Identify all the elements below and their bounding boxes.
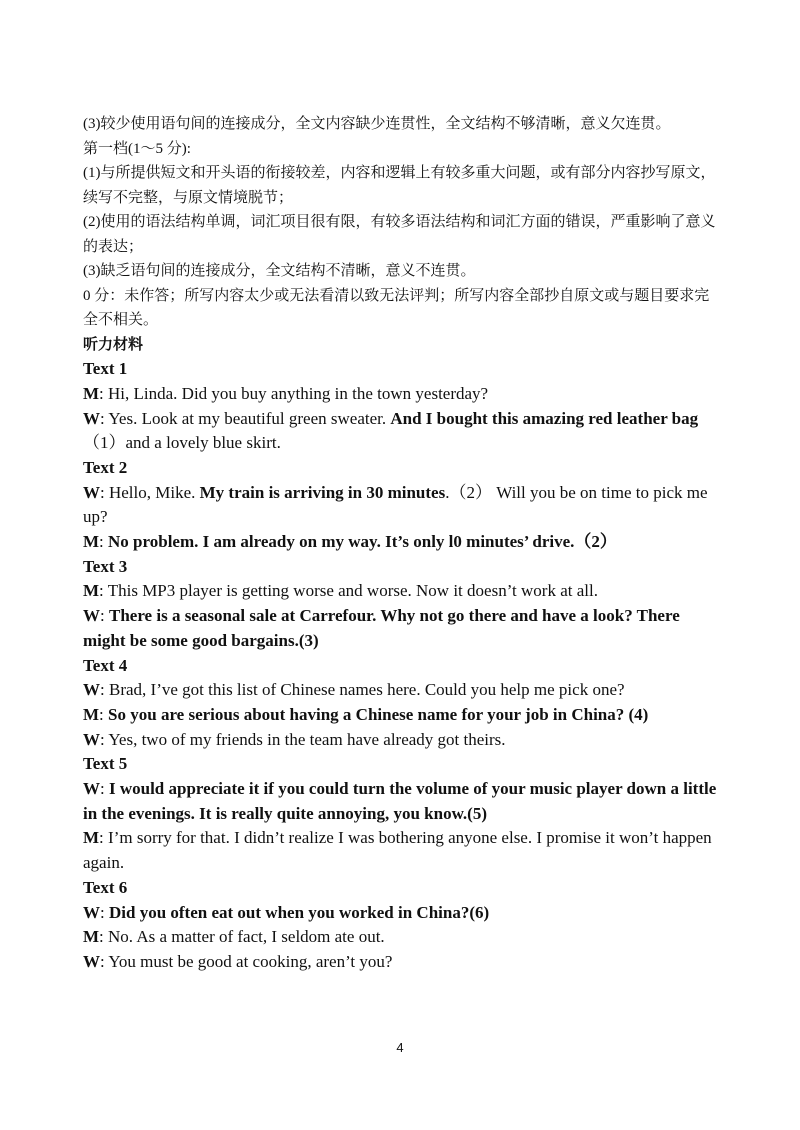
- text-heading: Text 5: [83, 754, 128, 774]
- speaker-label: M: [83, 927, 100, 947]
- speaker-label: W: [83, 902, 100, 922]
- dialogue-text: Did you often eat out when you worked in China?(6): [108, 902, 490, 922]
- scoring-item: (2)使用的语法结构单调，词汇项目很有限，有较多语法结构和词汇方面的错误，严重影响了意义的表达；: [83, 214, 716, 255]
- dialogue-text: Yes. Look at my beautiful green sweater.: [108, 408, 391, 428]
- dialogue-line: W: You must be good at cooking, aren’t you?: [83, 951, 393, 971]
- speaker-label: M: [83, 704, 100, 724]
- dialogue-text: Brad, I’ve got this list of Chinese names here. Could you help me pick one?: [108, 680, 625, 700]
- dialogue-text: （1）and a lovely blue skirt.: [83, 433, 281, 453]
- dialogue-line: W: Brad, I’ve got this list of Chinese names here. Could you help me pick one?: [83, 680, 625, 700]
- dialogue-line: W: Yes, two of my friends in the team have already got theirs.: [83, 729, 506, 749]
- speaker-label: M: [83, 581, 100, 601]
- text-heading: Text 6: [83, 877, 128, 897]
- dialogue-text: Hello, Mike.: [108, 482, 200, 502]
- grade-title: 第一档(1～5 分):: [83, 140, 191, 157]
- speaker-label: M: [83, 532, 100, 552]
- speaker-label: W: [83, 951, 100, 971]
- dialogue-text: My train is arriving in 30 minutes: [199, 482, 446, 502]
- scoring-item: (3)缺乏语句间的连接成分，全文结构不清晰，意义不连贯。: [83, 263, 476, 279]
- speaker-label: M: [83, 383, 100, 403]
- dialogue-text: Hi, Linda. Did you buy anything in the town yesterday?: [108, 383, 489, 403]
- dialogue-text: I’m sorry for that. I didn’t realize I was bothering anyone else. I promise it won’t happen again.: [83, 828, 712, 873]
- scoring-item: (1)与所提供短文和开头语的衔接较差，内容和逻辑上有较多重大问题，或有部分内容抄写原文，续写不完整，与原文情境脱节；: [83, 165, 716, 206]
- dialogue-text: So you are serious about having a Chinese name for your job in China? (4): [108, 704, 649, 724]
- dialogue-line: M: So you are serious about having a Chinese name for your job in China? (4): [83, 704, 649, 724]
- dialogue-line: M: This MP3 player is getting worse and worse. Now it doesn’t work at all.: [83, 581, 598, 601]
- speaker-label: W: [83, 779, 100, 799]
- dialogue-line: M: Hi, Linda. Did you buy anything in the town yesterday?: [83, 383, 489, 403]
- dialogue-line: W: I would appreciate it if you could turn the volume of your music player down a little in the evenings. It is really quite annoying, you know.(5): [83, 779, 717, 823]
- dialogue-line: W: Hello, Mike. My train is arriving in 30 minutes.（2） Will you be on time to pick me up?: [83, 482, 708, 527]
- dialogue-line: W: Did you often eat out when you worked in China?(6): [83, 902, 490, 922]
- speaker-label: W: [83, 729, 100, 749]
- text-heading: Text 4: [83, 655, 128, 675]
- page-number: 4: [396, 1040, 404, 1055]
- dialogue-text: This MP3 player is getting worse and worse. Now it doesn’t work at all.: [107, 581, 598, 601]
- zero-score-rule: 0 分：未作答；所写内容太少或无法看清以致无法评判；所写内容全部抄自原文或与题目要求完全不相关。: [83, 287, 710, 328]
- dialogue-text: No. As a matter of fact, I seldom ate out.: [108, 927, 385, 947]
- text-heading: Text 2: [83, 457, 128, 477]
- dialogue-text: You must be good at cooking, aren’t you?: [108, 951, 393, 971]
- speaker-label: W: [83, 606, 100, 626]
- dialogue-text: No problem. I am already on my way. It’s only l0 minutes’ drive.（2）: [108, 532, 617, 552]
- dialogue-line: M: No. As a matter of fact, I seldom ate out.: [83, 927, 385, 947]
- document-page: [83, 112, 723, 975]
- speaker-label: M: [83, 828, 100, 848]
- text-heading: Text 3: [83, 556, 128, 576]
- speaker-label: W: [83, 680, 100, 700]
- scoring-item: (3)较少使用语句间的连接成分，全文内容缺少连贯性，全文结构不够清晰，意义欠连贯。: [83, 116, 671, 132]
- dialogue-text: There is a seasonal sale at Carrefour. Why not go there and have a look? There might be some good bargains.(3): [83, 606, 680, 650]
- dialogue-line: M: I’m sorry for that. I didn’t realize I was bothering anyone else. I promise it won’t happen again.: [83, 828, 712, 873]
- dialogue-text: And I bought this amazing red leather bag: [390, 408, 699, 428]
- text-heading: Text 1: [83, 359, 128, 379]
- dialogue-line: W: Yes. Look at my beautiful green sweater. And I bought this amazing red leather bag（1）and a lovely blue skirt.: [83, 408, 699, 453]
- speaker-label: W: [83, 482, 100, 502]
- transcript: [83, 357, 723, 975]
- dialogue-line: W: There is a seasonal sale at Carrefour. Why not go there and have a look? There might be some good bargains.(3): [83, 606, 680, 650]
- section-title: 听力材料: [83, 336, 144, 353]
- dialogue-line: M: No problem. I am already on my way. It’s only l0 minutes’ drive.（2）: [83, 532, 617, 552]
- dialogue-text: I would appreciate it if you could turn the volume of your music player down a little in the evenings. It is really quite annoying, you know.(5): [83, 779, 717, 823]
- speaker-label: W: [83, 408, 100, 428]
- dialogue-text: .（2） Will you be on time to pick me up?: [83, 482, 708, 527]
- dialogue-text: Yes, two of my friends in the team have already got theirs.: [108, 729, 506, 749]
